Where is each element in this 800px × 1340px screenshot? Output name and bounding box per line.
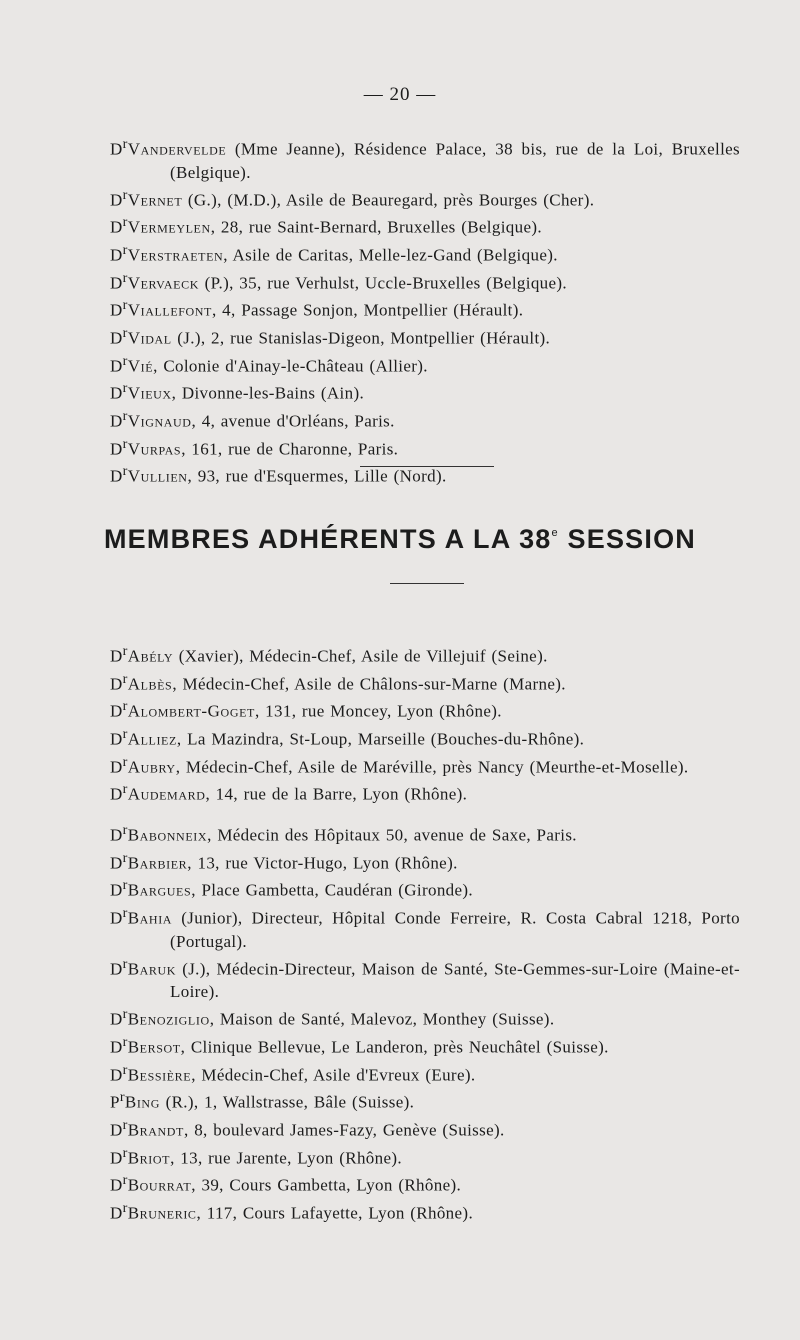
member-name: Vullien: [127, 466, 188, 486]
member-name: Audemard: [127, 784, 206, 804]
member-entry: [110, 433, 740, 461]
member-name: Vidal: [127, 328, 172, 348]
member-entry: [110, 1197, 740, 1225]
title-superscript: r: [122, 269, 128, 286]
title-abbrev: D: [110, 300, 123, 320]
member-name: Vieux: [127, 383, 172, 403]
member-entry: [110, 184, 740, 212]
member-details: , 13, rue Jarente, Lyon (Rhône).: [170, 1148, 403, 1168]
member-name: Bourrat: [127, 1175, 192, 1195]
member-name: Vernet: [127, 190, 183, 210]
member-entry: [110, 1086, 740, 1114]
member-name: Bessière: [127, 1065, 192, 1085]
member-entry: [110, 874, 740, 902]
member-name: Vandervelde: [127, 139, 227, 159]
title-abbrev: D: [110, 1120, 123, 1140]
member-entry: [110, 350, 740, 378]
member-name: Bersot: [127, 1037, 181, 1057]
title-abbrev: D: [110, 880, 123, 900]
title-abbrev: D: [110, 908, 123, 928]
title-abbrev: D: [110, 273, 123, 293]
member-details: , 131, rue Moncey, Lyon (Rhône).: [254, 701, 502, 721]
title-abbrev: D: [110, 466, 123, 486]
member-name: Vurpas: [127, 439, 182, 459]
member-details: , 39, Cours Gambetta, Lyon (Rhône).: [191, 1175, 462, 1195]
title-superscript: r: [122, 698, 128, 715]
title-abbrev: D: [110, 1065, 123, 1085]
title-abbrev: D: [110, 1037, 123, 1057]
member-details: , 93, rue d'Esquermes, Lille (Nord).: [187, 466, 447, 486]
title-superscript: r: [122, 186, 128, 203]
member-name: Vervaeck: [127, 273, 199, 293]
title-superscript: r: [119, 1089, 125, 1106]
member-entry: [110, 1169, 740, 1197]
title-superscript: r: [122, 136, 128, 152]
member-name: Baruk: [127, 959, 177, 979]
member-details: , Médecin des Hôpitaux 50, avenue de Saxe, Paris.: [207, 825, 577, 845]
member-details: , Clinique Bellevue, Le Landeron, près Neuchâtel (Suisse).: [180, 1037, 609, 1057]
title-superscript: r: [122, 753, 128, 770]
member-name: Abély: [127, 646, 174, 666]
member-entry: [110, 1031, 740, 1059]
member-entry: [110, 953, 740, 1004]
member-name: Brandt: [127, 1120, 184, 1140]
member-details: , 4, Passage Sonjon, Montpellier (Hérault).: [211, 300, 524, 320]
title-superscript: r: [122, 643, 128, 659]
member-entry: [110, 322, 740, 350]
member-name: Benoziglio: [127, 1009, 210, 1029]
member-entry: [110, 1003, 740, 1031]
title-abbrev: D: [110, 853, 123, 873]
title-superscript: r: [122, 670, 128, 687]
title-superscript: r: [122, 821, 128, 838]
member-entry: [110, 460, 740, 488]
member-name: Viallefont: [127, 300, 212, 320]
member-entry: [110, 294, 740, 322]
member-name: Bahia: [127, 908, 173, 928]
title-superscript: r: [122, 1033, 128, 1050]
title-abbrev: D: [110, 190, 123, 210]
divider-rule-top: [360, 466, 494, 467]
member-details: , Médecin-Chef, Asile d'Evreux (Eure).: [191, 1065, 476, 1085]
title-superscript: r: [122, 297, 128, 314]
member-name: Bing: [124, 1092, 160, 1112]
member-name: Vermeylen: [127, 217, 211, 237]
member-entry: [110, 695, 740, 723]
member-entry: [110, 405, 740, 433]
member-details: (R.), 1, Wallstrasse, Bâle (Suisse).: [159, 1092, 415, 1112]
title-abbrev: D: [110, 383, 123, 403]
member-entry: [110, 751, 740, 779]
title-abbrev: D: [110, 356, 123, 376]
member-name: Vié: [127, 356, 154, 376]
member-details: , Divonne-les-Bains (Ain).: [171, 383, 365, 403]
member-name: Verstraeten: [127, 245, 224, 265]
title-superscript: r: [122, 877, 128, 894]
member-details: (Xavier), Médecin-Chef, Asile de Villejuif (Seine).: [173, 646, 548, 666]
member-name: Aubry: [127, 757, 176, 777]
member-list-bottom: [110, 640, 740, 1224]
title-superscript: r: [122, 380, 128, 397]
title-abbrev: D: [110, 245, 123, 265]
member-entry: [110, 819, 740, 847]
member-details: , 28, rue Saint-Bernard, Bruxelles (Belgique).: [210, 217, 543, 237]
member-details: (Mme Jeanne), Résidence Palace, 38 bis, rue de la Loi, Bruxelles (Belgique).: [170, 139, 740, 182]
title-abbrev: D: [110, 646, 123, 666]
member-name: Bruneric: [127, 1203, 197, 1223]
member-details: (J.), Médecin-Directeur, Maison de Santé, Ste-Gemmes-sur-Loire (Maine-et-Loire).: [170, 959, 740, 1002]
member-details: , Maison de Santé, Malevoz, Monthey (Suisse).: [209, 1009, 555, 1029]
member-name: Alombert-Goget: [127, 701, 255, 721]
member-entry: [110, 211, 740, 239]
title-abbrev: D: [110, 784, 123, 804]
member-entry: [110, 1142, 740, 1170]
title-abbrev: D: [110, 825, 123, 845]
title-abbrev: D: [110, 1175, 123, 1195]
title-superscript: r: [122, 725, 128, 742]
title-superscript: r: [122, 407, 128, 424]
title-superscript: r: [122, 435, 128, 452]
title-abbrev: D: [110, 729, 123, 749]
member-details: , Médecin-Chef, Asile de Châlons-sur-Marne (Marne).: [172, 674, 566, 694]
member-details: , 161, rue de Charonne, Paris.: [181, 439, 399, 459]
title-superscript: r: [122, 324, 128, 341]
member-entry: [110, 1114, 740, 1142]
member-details: (Junior), Directeur, Hôpital Conde Ferreire, R. Costa Cabral 1218, Porto (Portugal).: [170, 908, 740, 951]
title-abbrev: D: [110, 674, 123, 694]
member-details: , Place Gambetta, Caudéran (Gironde).: [191, 880, 474, 900]
member-name: Albès: [127, 674, 173, 694]
member-details: , Colonie d'Ainay-le-Château (Allier).: [153, 356, 428, 376]
title-abbrev: D: [110, 139, 123, 159]
member-details: (J.), 2, rue Stanislas-Digeon, Montpellier (Hérault).: [171, 328, 551, 348]
member-entry: [110, 133, 740, 184]
title-superscript: r: [122, 1144, 128, 1161]
title-superscript: r: [122, 1172, 128, 1189]
member-entry: [110, 1059, 740, 1087]
title-superscript: r: [122, 849, 128, 866]
member-details: , Asile de Caritas, Melle-lez-Gand (Belgique).: [223, 245, 558, 265]
member-entry: [110, 668, 740, 696]
title-abbrev: D: [110, 217, 123, 237]
member-details: , Médecin-Chef, Asile de Maréville, près Nancy (Meurthe-et-Moselle).: [175, 757, 689, 777]
title-abbrev: D: [110, 959, 123, 979]
title-abbrev: D: [110, 1203, 123, 1223]
title-superscript: r: [122, 1006, 128, 1023]
member-entry: [110, 778, 740, 806]
divider-rule-bottom: [390, 583, 464, 584]
member-details: , 117, Cours Lafayette, Lyon (Rhône).: [196, 1203, 474, 1223]
title-superscript: r: [122, 1116, 128, 1133]
title-abbrev: D: [110, 411, 123, 431]
member-details: (P.), 35, rue Verhulst, Uccle-Bruxelles (Belgique).: [198, 273, 568, 293]
member-entry: [110, 267, 740, 295]
title-superscript: r: [122, 241, 128, 258]
member-details: , 8, boulevard James-Fazy, Genève (Suisse).: [184, 1120, 505, 1140]
title-superscript: r: [122, 904, 128, 921]
member-name: Babonneix: [127, 825, 208, 845]
title-abbrev: D: [110, 701, 123, 721]
member-entry: [110, 239, 740, 267]
title-superscript: r: [122, 781, 128, 798]
member-entry: [110, 377, 740, 405]
member-details: , La Mazindra, St-Loup, Marseille (Bouches-du-Rhône).: [176, 729, 585, 749]
section-heading: MEMBRES ADHÉRENTS A LA 38e SESSION: [103, 524, 696, 554]
title-abbrev: D: [110, 757, 123, 777]
member-details: , 4, avenue d'Orléans, Paris.: [191, 411, 395, 431]
member-entry: [110, 902, 740, 953]
member-list-top: [110, 133, 740, 488]
member-name: Alliez: [127, 729, 177, 749]
member-entry: [110, 640, 740, 668]
member-name: Briot: [127, 1148, 171, 1168]
title-superscript: r: [122, 463, 128, 480]
page-number: — 20 —: [363, 84, 437, 105]
member-name: Barbier: [127, 853, 188, 873]
member-entry: [110, 847, 740, 875]
title-superscript: r: [122, 352, 128, 369]
member-entry: [110, 723, 740, 751]
title-abbrev: D: [110, 439, 123, 459]
title-abbrev: D: [110, 328, 123, 348]
member-details: (G.), (M.D.), Asile de Beauregard, près Bourges (Cher).: [182, 190, 595, 210]
member-name: Vignaud: [127, 411, 192, 431]
title-superscript: r: [122, 955, 128, 972]
member-name: Bargues: [127, 880, 192, 900]
title-superscript: r: [122, 1061, 128, 1078]
member-details: , 14, rue de la Barre, Lyon (Rhône).: [205, 784, 468, 804]
title-abbrev: D: [110, 1009, 123, 1029]
member-details: , 13, rue Victor-Hugo, Lyon (Rhône).: [187, 853, 458, 873]
title-superscript: r: [122, 1199, 128, 1216]
title-abbrev: D: [110, 1148, 123, 1168]
title-abbrev: P: [110, 1092, 120, 1112]
title-superscript: r: [122, 214, 128, 231]
